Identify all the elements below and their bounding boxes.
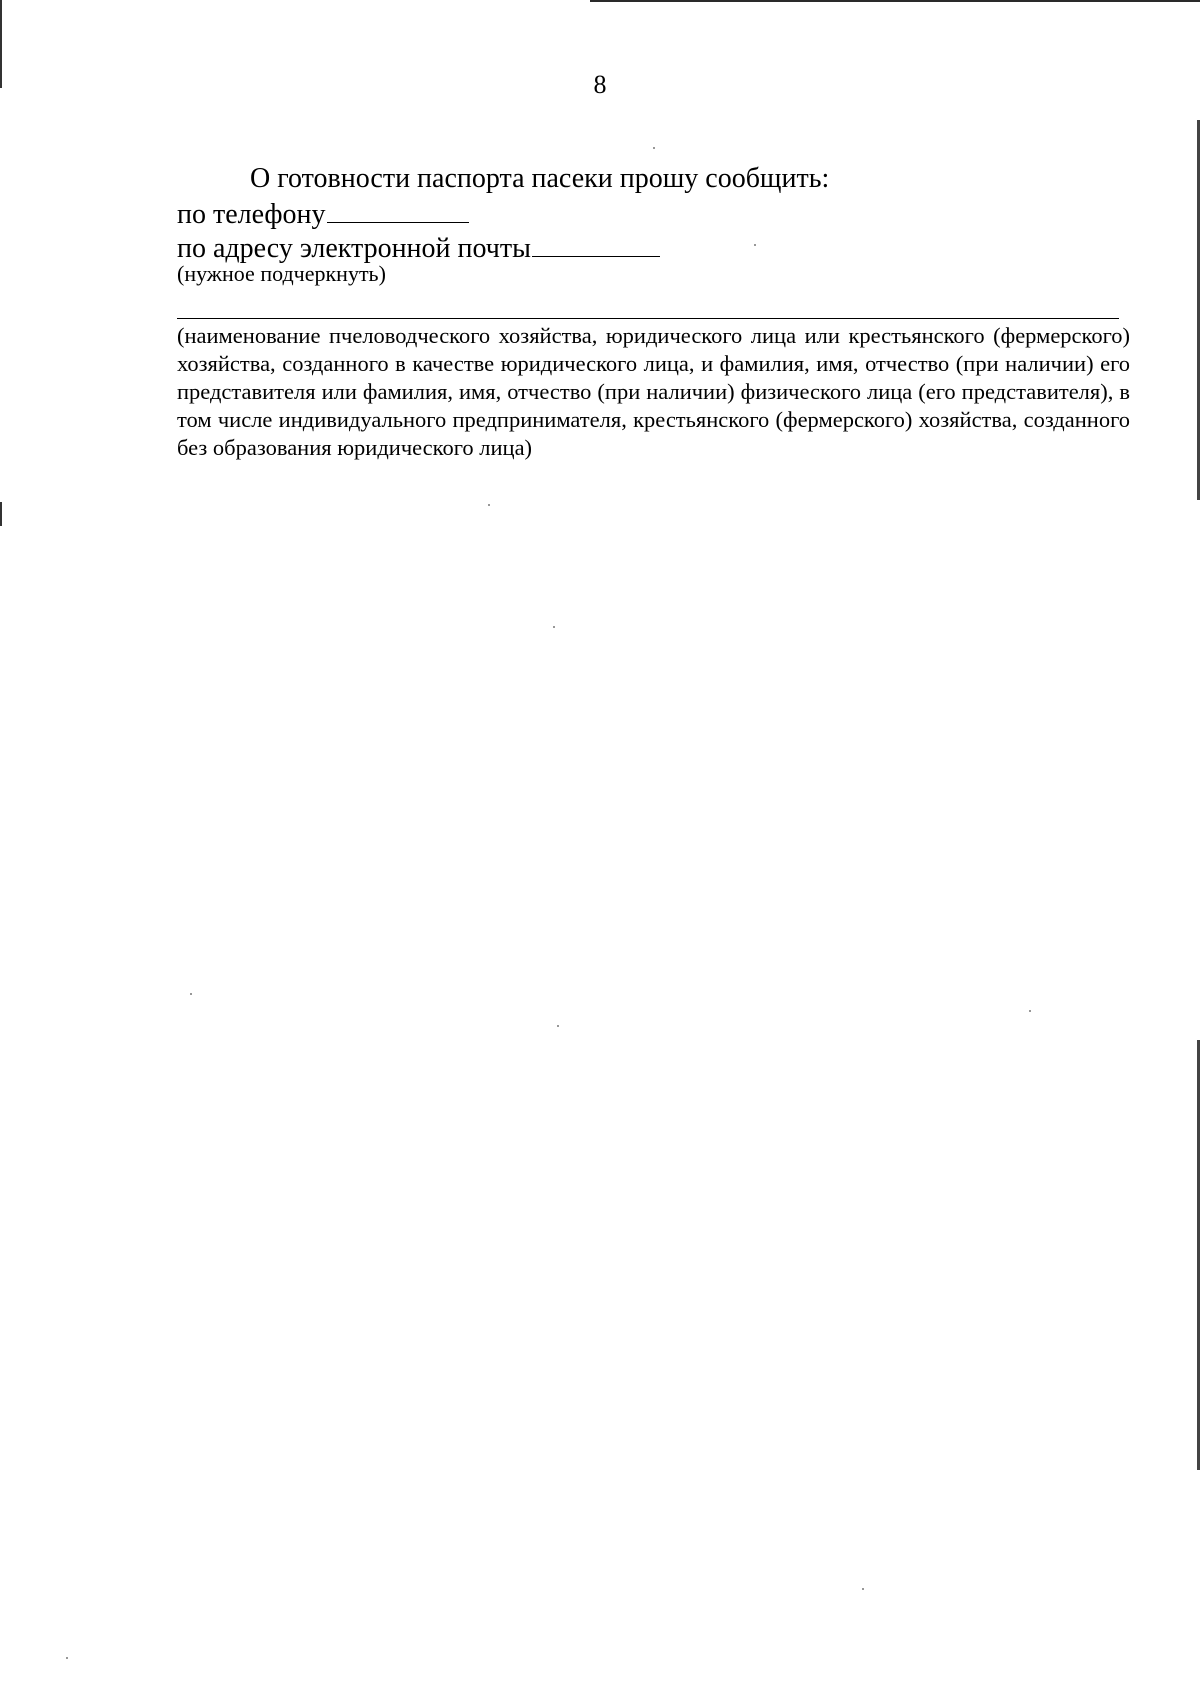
scan-speck [653, 147, 655, 149]
scan-speck [553, 626, 555, 628]
phone-contact-row [177, 196, 469, 232]
scan-speck [488, 504, 490, 506]
scan-speck [557, 1025, 559, 1027]
scan-edge-left-lower [0, 502, 2, 526]
scan-edge-left [0, 0, 2, 88]
request-text: О готовности паспорта пасеки прошу сообщить: [250, 163, 830, 194]
phone-label: по телефону [177, 199, 326, 230]
email-label: по адресу электронной почты [177, 233, 531, 264]
scan-edge-top [590, 0, 1200, 2]
entity-caption: (наименование пчеловодческого хозяйства, юридического лица или крестьянского (фермерского) хозяйства, созданного в качестве юридического лица, и фамилия, имя, отчество (при наличии) его представителя или фамилия, имя, отчество (при наличии) физического лица (его представителя), в том числе индивидуального предпринимателя, крестьянского (фермерского) хозяйства, созданного без образования юридического лица) [177, 323, 1130, 460]
phone-blank-field[interactable] [327, 196, 469, 223]
scan-speck [190, 993, 192, 995]
scan-speck [1029, 1010, 1031, 1012]
underline-hint: (нужное подчеркнуть) [177, 261, 386, 286]
page-number: 8 [593, 70, 607, 99]
scan-speck [66, 1657, 68, 1659]
email-blank-field[interactable] [532, 230, 660, 257]
scan-speck [862, 1588, 864, 1590]
entity-name-blank-line[interactable] [177, 318, 1119, 319]
scan-speck [754, 244, 756, 246]
